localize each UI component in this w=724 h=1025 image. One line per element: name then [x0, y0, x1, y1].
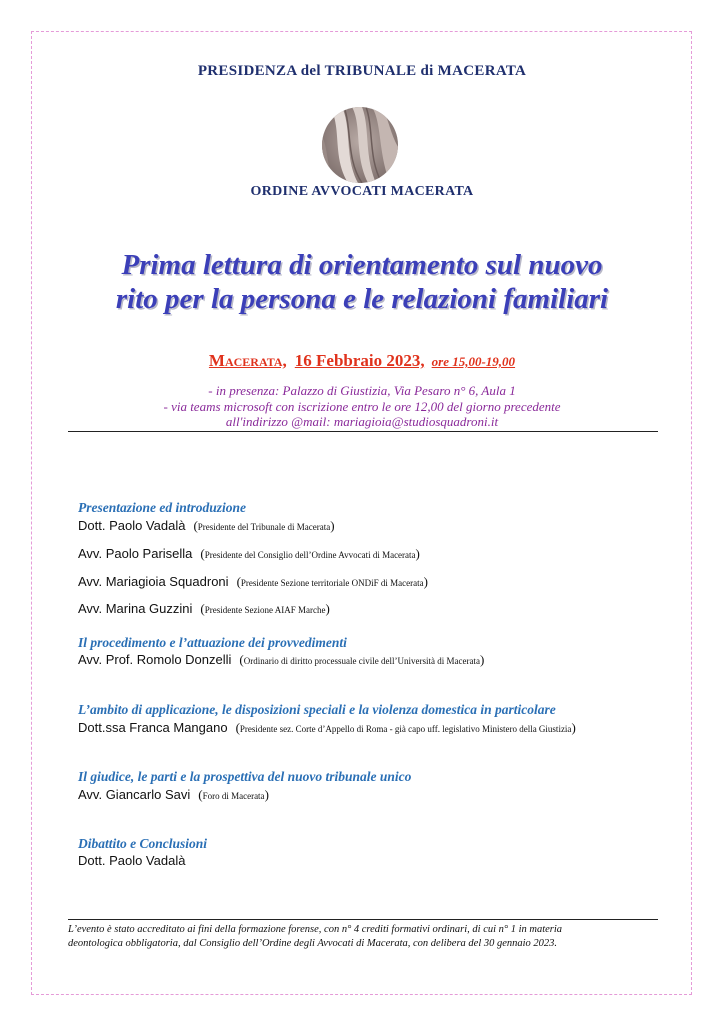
footer-line: L’evento è stato accreditato ai fini della formazione forense, con n° 4 crediti formativi ordinari, di cui n° 1 in materia [68, 924, 563, 935]
speaker-role: Presidente del Consiglio dell’Ordine Avvocati di Macerata [204, 550, 416, 560]
speaker-role: Foro di Macerata [202, 791, 265, 801]
speaker-row: Avv. Mariagioia Squadroni (Presidente Sezione territoriale ONDiF di Macerata) [78, 574, 428, 589]
footer-line: deontologica obbligatoria, dal Consiglio dell’Ordine degli Avvocati di Macerata, con delibera del 30 gennaio 2023. [68, 938, 558, 949]
section-title: Il procedimento e l’attuazione dei provvedimenti [78, 635, 347, 650]
divider-bottom [68, 919, 658, 920]
speaker-name: Dott. Paolo Vadalà [78, 853, 186, 868]
accreditation-note [68, 923, 660, 951]
info-line: - via teams microsoft con iscrizione entro le ore 12,00 del giorno precedente [163, 398, 561, 414]
section-title: Presentazione ed introduzione [78, 500, 247, 515]
info-line: all'indirizzo @mail: mariagioia@studiosquadroni.it [225, 414, 499, 429]
fabric-swirl-icon [322, 107, 398, 183]
speaker-name: Avv. Marina Guzzini [78, 601, 193, 616]
speaker-name: Dott.ssa Franca Mangano [78, 720, 228, 735]
speaker-row: Avv. Prof. Romolo Donzelli (Ordinario di diritto processuale civile dell’Università di Macerata) [78, 652, 485, 667]
speaker-row [78, 853, 185, 868]
title-line-1: Prima lettura di orientamento sul nuovo [121, 249, 603, 281]
title-line-2: rito per la persona e le relazioni familiari [115, 283, 609, 315]
event-title [40, 248, 684, 316]
section-title: Dibattito e Conclusioni [78, 836, 208, 851]
speaker-name: Dott. Paolo Vadalà [78, 518, 186, 533]
speaker-row: Avv. Giancarlo Savi (Foro di Macerata) [78, 787, 269, 802]
speaker-name: Avv. Prof. Romolo Donzelli [78, 652, 232, 667]
divider-top [68, 431, 658, 432]
event-date: 16 Febbraio 2023, [294, 351, 425, 370]
speaker-role: Ordinario di diritto processuale civile dell’Università di Macerata [243, 656, 480, 666]
speaker-role: Presidente Sezione AIAF Marche [204, 605, 326, 615]
section-title: Il giudice, le parti e la prospettiva del nuovo tribunale unico [78, 769, 412, 784]
header-presidenza: PRESIDENZA del TRIBUNALE di MACERATA [197, 63, 527, 79]
event-city: Macerata, [208, 351, 287, 370]
section-title: L’ambito di applicazione, le disposizioni speciali e la violenza domestica in particolare [78, 702, 556, 717]
speaker-name: Avv. Mariagioia Squadroni [78, 574, 229, 589]
event-info [0, 383, 724, 430]
ordine-avvocati: ORDINE AVVOCATI MACERATA [250, 184, 474, 199]
speaker-row: Avv. Paolo Parisella (Presidente del Consiglio dell’Ordine Avvocati di Macerata) [78, 546, 420, 561]
event-hours: ore 15,00-19,00 [431, 354, 516, 369]
speaker-name: Avv. Paolo Parisella [78, 546, 193, 561]
speaker-row: Dott.ssa Franca Mangano (Presidente sez. Corte d’Appello di Roma - già capo uff. legislativo Ministero della Giustizia) [78, 720, 576, 735]
event-dateline [0, 351, 724, 371]
speaker-row: Avv. Marina Guzzini (Presidente Sezione AIAF Marche) [78, 601, 330, 616]
info-line: - in presenza: Palazzo di Giustizia, Via Pesaro n° 6, Aula 1 [208, 383, 516, 398]
speaker-row: Dott. Paolo Vadalà (Presidente del Tribunale di Macerata) [78, 518, 335, 533]
speaker-name: Avv. Giancarlo Savi [78, 787, 191, 802]
speaker-role: Presidente Sezione territoriale ONDiF di Macerata [240, 578, 424, 588]
speaker-role: Presidente del Tribunale di Macerata [197, 522, 331, 532]
speaker-role: Presidente sez. Corte d’Appello di Roma - già capo uff. legislativo Ministero della Giustizia [239, 724, 572, 734]
